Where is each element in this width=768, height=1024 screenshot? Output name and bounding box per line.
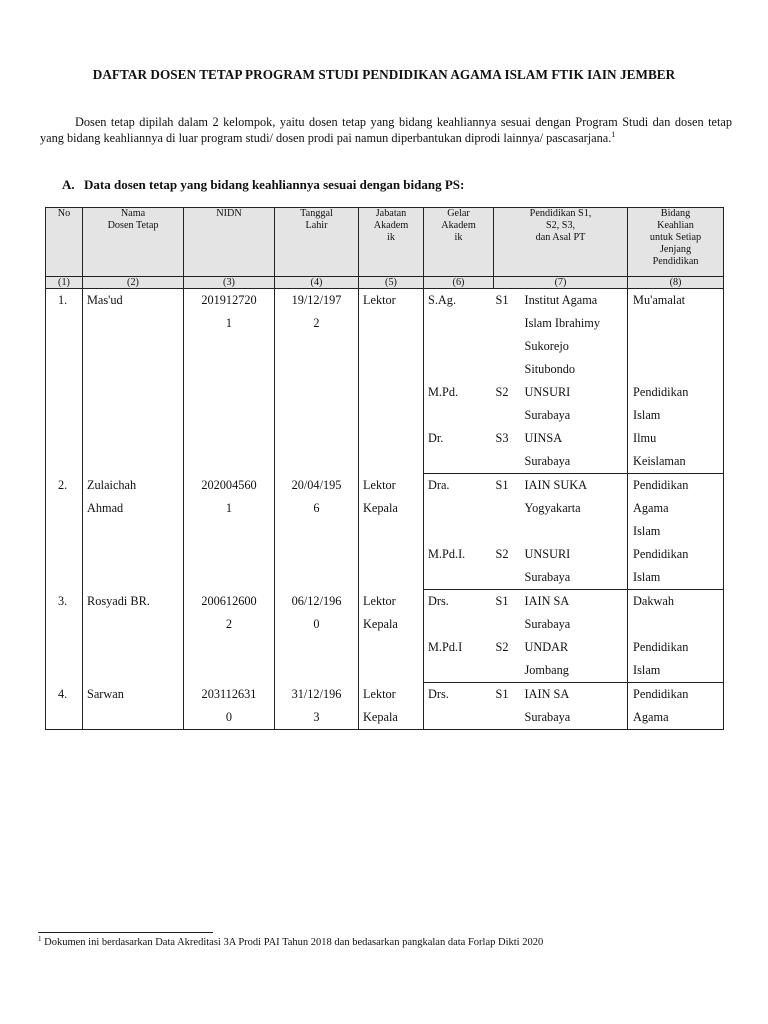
degree-level-cell [494, 543, 525, 590]
lecturer-nidn: 200612600 2 [201, 593, 257, 631]
header-no: No [46, 208, 83, 277]
degree-field-cell [628, 543, 724, 590]
lecturer-position-cell [359, 289, 424, 474]
footnote-text: Dokumen ini berdasarkan Data Akreditasi 3A Prodi PAI Tahun 2018 dan bedasarkan pangkalan data Forlap Dikti 2020 [44, 937, 544, 948]
lecturer-birthdate: 19/12/197 2 [291, 293, 342, 330]
degree-title: Drs. [428, 594, 449, 608]
lecturer-birthdate: 31/12/196 3 [291, 686, 342, 724]
degree-title: Dr. [428, 431, 444, 445]
lecturer-name-cell [83, 590, 184, 683]
degree-title-cell [424, 427, 494, 474]
column-number: (3) [184, 277, 275, 289]
degree-field-cell [628, 474, 724, 544]
degree-level-cell [494, 289, 525, 382]
degree-title: M.Pd.I. [428, 547, 466, 561]
table-row [46, 590, 724, 637]
lecturer-nidn: 203112631 0 [201, 686, 257, 724]
degree-title: S.Ag. [428, 293, 457, 307]
table-row [46, 289, 724, 382]
row-number: 3. [58, 593, 68, 608]
degree-institution-cell [525, 427, 628, 474]
lecturer-birthdate: 20/04/195 6 [291, 477, 342, 515]
degree-institution: UNSURI Surabaya [524, 385, 571, 422]
lecturer-nidn-cell [184, 590, 275, 683]
lecturer-position: Lektor Kepala [363, 686, 398, 724]
degree-level-cell [494, 381, 525, 427]
degree-field: Pendidikan Islam [633, 547, 689, 584]
degree-level-cell [494, 636, 525, 683]
degree-institution-cell [525, 590, 628, 637]
degree-field-cell [628, 636, 724, 683]
degree-institution-cell [525, 381, 628, 427]
table-record [46, 474, 724, 590]
degree-institution: UNDAR Jombang [524, 640, 569, 677]
table-record [46, 590, 724, 683]
lecturer-nidn-cell [184, 474, 275, 590]
section-heading [62, 177, 464, 193]
degree-title-cell [424, 636, 494, 683]
column-number: (1) [46, 277, 83, 289]
row-number-cell [46, 683, 83, 730]
degree-field: Pendidikan Agama [633, 687, 689, 724]
degree-level-cell [494, 683, 525, 730]
header-tanggal-lahir: Tanggal Lahir [275, 208, 359, 277]
degree-institution: UINSA Surabaya [524, 431, 571, 468]
degree-title-cell [424, 381, 494, 427]
degree-title-cell [424, 543, 494, 590]
lecturer-name: Sarwan [87, 686, 124, 701]
lecturer-name: Rosyadi BR. [87, 593, 150, 608]
footnote [38, 937, 543, 948]
degree-field-cell [628, 427, 724, 474]
lecturer-position: Lektor Kepala [363, 593, 398, 631]
lecturer-birthdate: 06/12/196 0 [291, 593, 342, 631]
degree-level-cell [494, 474, 525, 544]
degree-institution-cell [525, 543, 628, 590]
degree-title-cell [424, 683, 494, 730]
degree-institution: Institut Agama Islam Ibrahimy Sukorejo Situbondo [524, 293, 600, 376]
lecturer-nidn: 202004560 1 [201, 477, 257, 515]
degree-institution: IAIN SA Surabaya [524, 594, 571, 631]
lecturer-name: Mas'ud [87, 293, 123, 307]
header-gelar: Gelar Akadem ik [424, 208, 494, 277]
intro-paragraph [40, 114, 732, 146]
table-row [46, 474, 724, 544]
column-number: (2) [83, 277, 184, 289]
degree-field-cell [628, 590, 724, 637]
lecturer-name-cell [83, 683, 184, 730]
footnote-mark: 1 [38, 935, 42, 943]
header-nama: Nama Dosen Tetap [83, 208, 184, 277]
lecturer-name-cell [83, 474, 184, 590]
header-nidn: NIDN [184, 208, 275, 277]
header-bidang-keahlian: Bidang Keahlian untuk Setiap Jenjang Pendidikan [628, 208, 724, 277]
column-number: (4) [275, 277, 359, 289]
degree-institution: UNSURI Surabaya [524, 547, 571, 584]
degree-title: Drs. [428, 687, 449, 701]
degree-title-cell [424, 590, 494, 637]
section-title: Data dosen tetap yang bidang keahliannya sesuai dengan bidang PS: [84, 177, 465, 192]
degree-title: M.Pd. [428, 385, 459, 399]
degree-title: M.Pd.I [428, 640, 463, 654]
header-pendidikan: Pendidikan S1, S2, S3, dan Asal PT [494, 208, 628, 277]
section-letter: A. [62, 177, 75, 192]
lecturer-birthdate-cell [275, 590, 359, 683]
header-jabatan: Jabatan Akadem ik [359, 208, 424, 277]
lecturer-birthdate-cell [275, 683, 359, 730]
degree-institution-cell [525, 636, 628, 683]
lecturer-name: Zulaichah Ahmad [87, 477, 137, 515]
lecturer-name-cell [83, 289, 184, 474]
column-number: (5) [359, 277, 424, 289]
degree-field: Pendidikan Islam [633, 385, 689, 422]
degree-title-cell [424, 474, 494, 544]
degree-field-cell [628, 289, 724, 382]
degree-field: Mu'amalat [633, 293, 686, 307]
table-header-row [46, 208, 724, 277]
degree-institution-cell [525, 474, 628, 544]
column-number: (7) [494, 277, 628, 289]
degree-level: S1 [495, 687, 509, 701]
degree-level-cell [494, 590, 525, 637]
table-record [46, 289, 724, 474]
lecturer-nidn-cell [184, 683, 275, 730]
intro-text: Dosen tetap dipilah dalam 2 kelompok, yaitu dosen tetap yang bidang keahliannya sesuai dengan Program Studi dan dosen tetap yang bidang keahliannya di luar program studi/ dosen prodi pai namun diperbantukan diprodi lainnya/ pascasarjana. [40, 115, 732, 145]
lecturer-birthdate-cell [275, 289, 359, 474]
table-row [46, 683, 724, 730]
lecturer-position: Lektor [363, 293, 396, 307]
degree-level-cell [494, 427, 525, 474]
lecturer-position-cell [359, 683, 424, 730]
lecturer-position: Lektor Kepala [363, 477, 398, 515]
degree-field-cell [628, 381, 724, 427]
degree-institution: IAIN SA Surabaya [524, 687, 571, 724]
degree-level: S1 [495, 478, 509, 492]
lecturer-table [45, 207, 724, 730]
column-number-row [46, 277, 724, 289]
degree-level: S2 [495, 547, 509, 561]
lecturer-position-cell [359, 590, 424, 683]
row-number: 4. [58, 686, 68, 701]
degree-field: Pendidikan Islam [633, 640, 689, 677]
table-record [46, 683, 724, 730]
lecturer-nidn: 201912720 1 [201, 293, 257, 330]
degree-field: Dakwah [633, 594, 674, 608]
row-number-cell [46, 289, 83, 474]
degree-institution-cell [525, 683, 628, 730]
degree-level: S1 [495, 594, 509, 608]
row-number-cell [46, 590, 83, 683]
column-number: (6) [424, 277, 494, 289]
degree-level: S3 [495, 431, 509, 445]
footnote-reference[interactable]: 1 [611, 130, 616, 139]
degree-institution: IAIN SUKA Yogyakarta [524, 478, 588, 515]
degree-title-cell [424, 289, 494, 382]
row-number-cell [46, 474, 83, 590]
document-title: DAFTAR DOSEN TETAP PROGRAM STUDI PENDIDIKAN AGAMA ISLAM FTIK IAIN JEMBER [92, 67, 676, 82]
degree-field: Ilmu Keislaman [633, 431, 686, 468]
lecturer-nidn-cell [184, 289, 275, 474]
degree-level: S2 [495, 385, 509, 399]
degree-field: Pendidikan Agama Islam [633, 478, 689, 538]
row-number: 1. [58, 293, 68, 307]
degree-institution-cell [525, 289, 628, 382]
lecturer-birthdate-cell [275, 474, 359, 590]
footnote-separator [38, 932, 213, 933]
lecturer-position-cell [359, 474, 424, 590]
degree-level: S2 [495, 640, 509, 654]
degree-level: S1 [495, 293, 509, 307]
degree-field-cell [628, 683, 724, 730]
degree-title: Dra. [428, 478, 450, 492]
column-number: (8) [628, 277, 724, 289]
row-number: 2. [58, 477, 68, 492]
